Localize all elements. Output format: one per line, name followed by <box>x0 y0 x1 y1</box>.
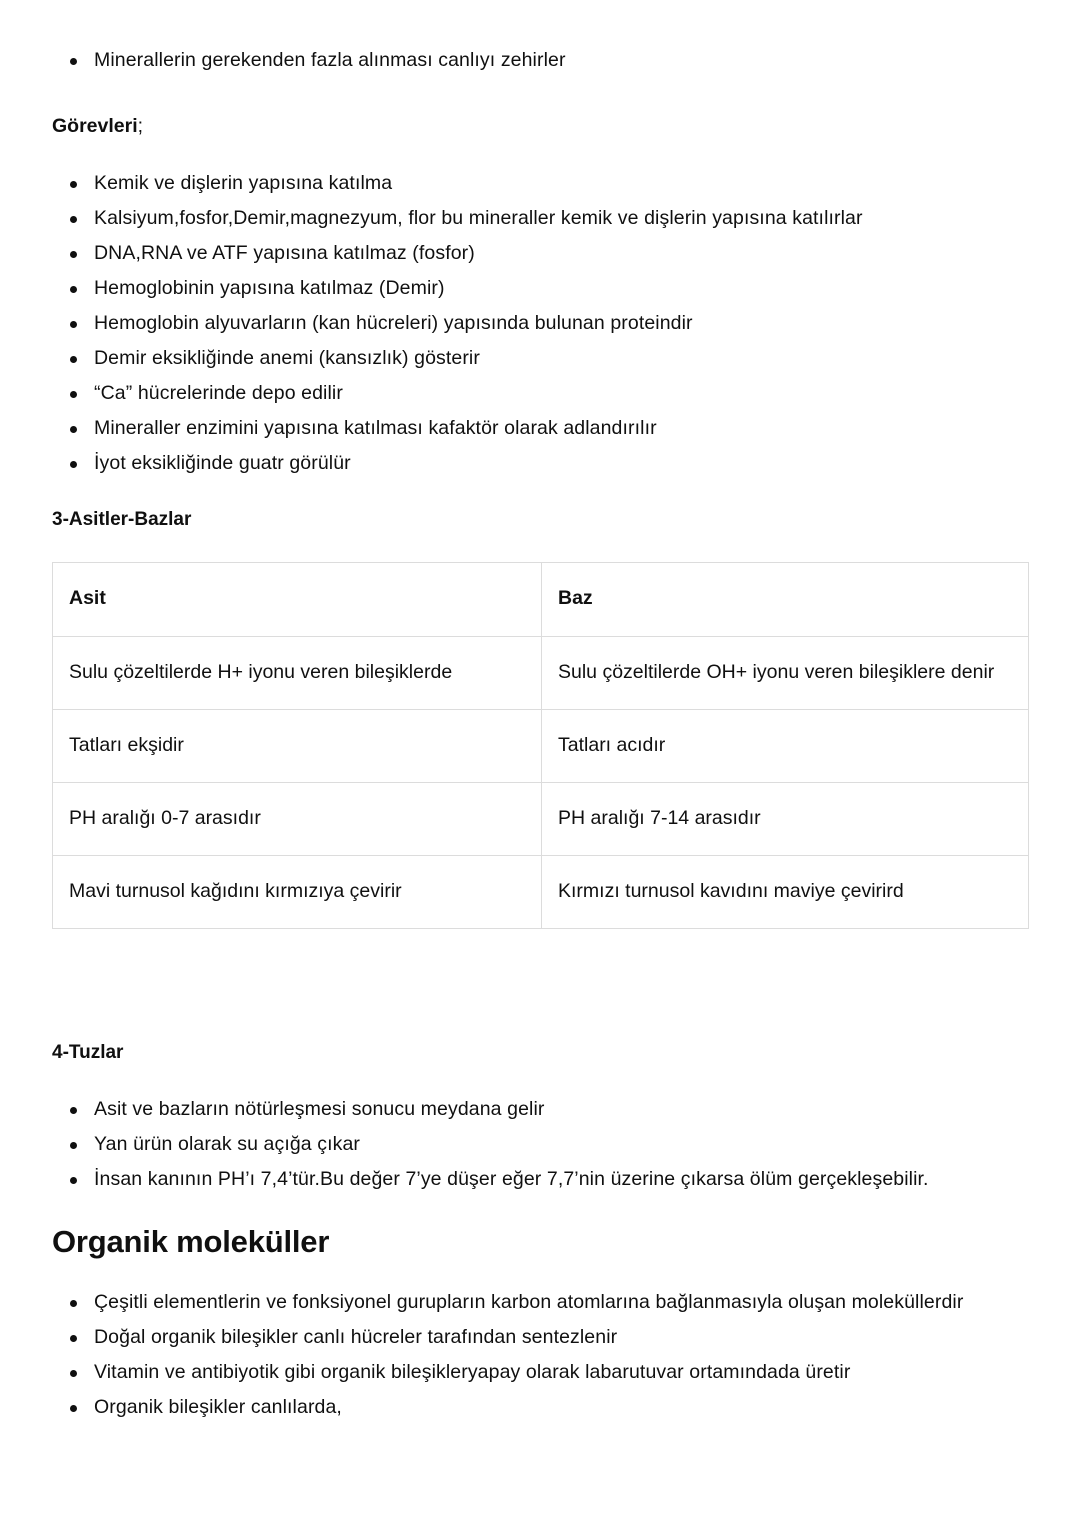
list-item: İnsan kanının PH’ı 7,4’tür.Bu değer 7’ye düşer eğer 7,7’nin üzerine çıkarsa ölüm gerçekleşebilir. <box>52 1163 1028 1195</box>
table-cell: Kırmızı turnusol kavıdını maviye çevirird <box>542 856 1029 929</box>
list-item: Kalsiyum,fosfor,Demir,magnezyum, flor bu mineraller kemik ve dişlerin yapısına katılırlar <box>52 202 1028 234</box>
list-item: Demir eksikliğinde anemi (kansızlık) gösterir <box>52 342 1028 374</box>
spacer <box>52 929 1028 1039</box>
spacer <box>52 1067 1028 1093</box>
list-item: Doğal organik bileşikler canlı hücreler tarafından sentezlenir <box>52 1321 1028 1353</box>
spacer <box>52 141 1028 167</box>
gorevleri-bullet-list <box>52 167 1028 479</box>
table-row <box>53 710 1029 783</box>
table-cell: PH aralığı 7-14 arasıdır <box>542 783 1029 856</box>
list-item: Kemik ve dişlerin yapısına katılma <box>52 167 1028 199</box>
list-item: Hemoglobin alyuvarların (kan hücreleri) yapısında bulunan proteindir <box>52 307 1028 339</box>
list-item: Yan ürün olarak su açığa çıkar <box>52 1128 1028 1160</box>
asitler-bazlar-heading: 3-Asitler-Bazlar <box>52 509 192 530</box>
list-item: DNA,RNA ve ATF yapısına katılmaz (fosfor) <box>52 237 1028 269</box>
list-item: Asit ve bazların nötürleşmesi sonucu meydana gelir <box>52 1093 1028 1125</box>
table-cell: Sulu çözeltilerde H+ iyonu veren bileşiklerde <box>53 637 542 710</box>
list-item: Mineraller enzimini yapısına katılması kafaktör olarak adlandırılır <box>52 412 1028 444</box>
list-item: “Ca” hücrelerinde depo edilir <box>52 377 1028 409</box>
list-item: Minerallerin gerekenden fazla alınması canlıyı zehirler <box>52 44 1028 76</box>
table-cell: Tatları acıdır <box>542 710 1029 783</box>
table-header-cell-asit: Asit <box>53 563 542 637</box>
gorevleri-heading <box>52 111 1028 141</box>
table-cell: Mavi turnusol kağıdını kırmızıya çevirir <box>53 856 542 929</box>
table-header-cell-baz: Baz <box>542 563 1029 637</box>
organik-molekuller-heading: Organik moleküller <box>52 1224 330 1259</box>
list-item: İyot eksikliğinde guatr görülür <box>52 447 1028 479</box>
table-row <box>53 856 1029 929</box>
spacer <box>52 1198 1028 1222</box>
organik-bullet-list <box>52 1286 1028 1423</box>
intro-bullet-list <box>52 44 1028 76</box>
list-item: Çeşitli elementlerin ve fonksiyonel gurupların karbon atomlarına bağlanmasıyla oluşan moleküllerdir <box>52 1286 1028 1318</box>
table-cell: PH aralığı 0-7 arasıdır <box>53 783 542 856</box>
tuzlar-heading: 4-Tuzlar <box>52 1042 124 1063</box>
list-item: Organik bileşikler canlılarda, <box>52 1391 1028 1423</box>
spacer <box>52 534 1028 562</box>
list-item: Vitamin ve antibiyotik gibi organik bileşikleryapay olarak labarutuvar ortamındada üretir <box>52 1356 1028 1388</box>
spacer <box>52 79 1028 111</box>
table-cell: Tatları ekşidir <box>53 710 542 783</box>
gorevleri-heading-punctuation: ; <box>137 115 144 137</box>
spacer <box>52 1262 1028 1286</box>
list-item: Hemoglobinin yapısına katılmaz (Demir) <box>52 272 1028 304</box>
gorevleri-heading-bold: Görevleri <box>52 115 138 137</box>
table-cell: Sulu çözeltilerde OH+ iyonu veren bileşiklere denir <box>542 637 1029 710</box>
table-row <box>53 637 1029 710</box>
tuzlar-bullet-list <box>52 1093 1028 1195</box>
table-row <box>53 783 1029 856</box>
asit-baz-table <box>52 562 1029 929</box>
table-header-row <box>53 563 1029 637</box>
spacer <box>52 482 1028 506</box>
